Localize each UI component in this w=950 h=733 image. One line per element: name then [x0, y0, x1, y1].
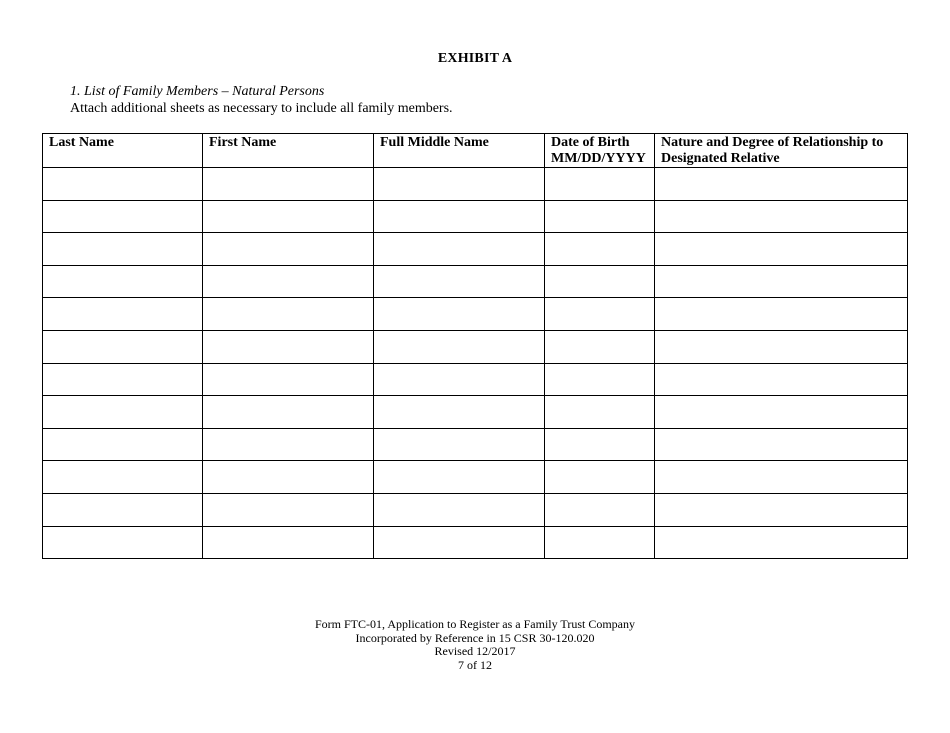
cell-last-name[interactable]	[43, 298, 203, 331]
section-heading: 1. List of Family Members – Natural Persons	[70, 84, 325, 99]
cell-last-name[interactable]	[43, 168, 203, 201]
table-row	[43, 428, 908, 461]
table-row	[43, 526, 908, 559]
cell-relationship[interactable]	[655, 526, 908, 559]
table-row	[43, 298, 908, 331]
table-row	[43, 330, 908, 363]
table-row	[43, 493, 908, 526]
cell-relationship[interactable]	[655, 298, 908, 331]
page-footer	[0, 618, 950, 672]
cell-first-name[interactable]	[203, 396, 374, 429]
cell-full-middle-name[interactable]	[374, 428, 545, 461]
cell-date-of-birth[interactable]	[545, 298, 655, 331]
cell-date-of-birth[interactable]	[545, 233, 655, 266]
cell-last-name[interactable]	[43, 330, 203, 363]
cell-full-middle-name[interactable]	[374, 233, 545, 266]
column-header-date-of-birth: Date of Birth MM/DD/YYYY	[545, 134, 655, 168]
cell-last-name[interactable]	[43, 428, 203, 461]
cell-last-name[interactable]	[43, 233, 203, 266]
page-title: EXHIBIT A	[437, 51, 513, 66]
table-row	[43, 363, 908, 396]
column-header-first-name: First Name	[203, 134, 374, 168]
column-header-relationship: Nature and Degree of Relationship to Designated Relative	[655, 134, 908, 168]
table-row	[43, 265, 908, 298]
table-row	[43, 233, 908, 266]
cell-first-name[interactable]	[203, 298, 374, 331]
footer-revised: Revised 12/2017	[434, 644, 516, 658]
cell-relationship[interactable]	[655, 265, 908, 298]
cell-first-name[interactable]	[203, 526, 374, 559]
cell-relationship[interactable]	[655, 396, 908, 429]
cell-relationship[interactable]	[655, 330, 908, 363]
footer-page-number: 7 of 12	[458, 657, 492, 672]
cell-date-of-birth[interactable]	[545, 493, 655, 526]
cell-first-name[interactable]	[203, 200, 374, 233]
cell-last-name[interactable]	[43, 493, 203, 526]
cell-first-name[interactable]	[203, 168, 374, 201]
cell-last-name[interactable]	[43, 526, 203, 559]
cell-full-middle-name[interactable]	[374, 526, 545, 559]
cell-full-middle-name[interactable]	[374, 298, 545, 331]
cell-relationship[interactable]	[655, 461, 908, 494]
cell-date-of-birth[interactable]	[545, 363, 655, 396]
cell-first-name[interactable]	[203, 461, 374, 494]
table-header-row	[43, 134, 908, 168]
cell-last-name[interactable]	[43, 200, 203, 233]
cell-full-middle-name[interactable]	[374, 330, 545, 363]
cell-first-name[interactable]	[203, 233, 374, 266]
cell-first-name[interactable]	[203, 330, 374, 363]
cell-last-name[interactable]	[43, 461, 203, 494]
cell-first-name[interactable]	[203, 493, 374, 526]
cell-relationship[interactable]	[655, 233, 908, 266]
cell-full-middle-name[interactable]	[374, 363, 545, 396]
table-row	[43, 168, 908, 201]
footer-reference: Incorporated by Reference in 15 CSR 30-120.020	[355, 630, 595, 645]
table-body	[43, 168, 908, 559]
cell-full-middle-name[interactable]	[374, 168, 545, 201]
cell-full-middle-name[interactable]	[374, 493, 545, 526]
instructions-text: Attach additional sheets as necessary to include all family members.	[70, 101, 453, 116]
cell-full-middle-name[interactable]	[374, 461, 545, 494]
cell-relationship[interactable]	[655, 493, 908, 526]
cell-full-middle-name[interactable]	[374, 265, 545, 298]
cell-relationship[interactable]	[655, 363, 908, 396]
cell-date-of-birth[interactable]	[545, 265, 655, 298]
column-header-last-name: Last Name	[43, 134, 203, 168]
cell-relationship[interactable]	[655, 200, 908, 233]
cell-last-name[interactable]	[43, 265, 203, 298]
table-row	[43, 396, 908, 429]
cell-first-name[interactable]	[203, 265, 374, 298]
cell-relationship[interactable]	[655, 428, 908, 461]
footer-form-name: Form FTC-01, Application to Register as a Family Trust Company	[314, 617, 635, 631]
cell-date-of-birth[interactable]	[545, 428, 655, 461]
table-row	[43, 200, 908, 233]
cell-date-of-birth[interactable]	[545, 526, 655, 559]
cell-first-name[interactable]	[203, 428, 374, 461]
column-header-full-middle-name: Full Middle Name	[374, 134, 545, 168]
cell-last-name[interactable]	[43, 396, 203, 429]
cell-date-of-birth[interactable]	[545, 461, 655, 494]
family-members-table	[42, 133, 908, 559]
cell-date-of-birth[interactable]	[545, 396, 655, 429]
cell-relationship[interactable]	[655, 168, 908, 201]
cell-date-of-birth[interactable]	[545, 200, 655, 233]
cell-first-name[interactable]	[203, 363, 374, 396]
table-row	[43, 461, 908, 494]
cell-last-name[interactable]	[43, 363, 203, 396]
cell-full-middle-name[interactable]	[374, 396, 545, 429]
cell-full-middle-name[interactable]	[374, 200, 545, 233]
cell-date-of-birth[interactable]	[545, 330, 655, 363]
cell-date-of-birth[interactable]	[545, 168, 655, 201]
